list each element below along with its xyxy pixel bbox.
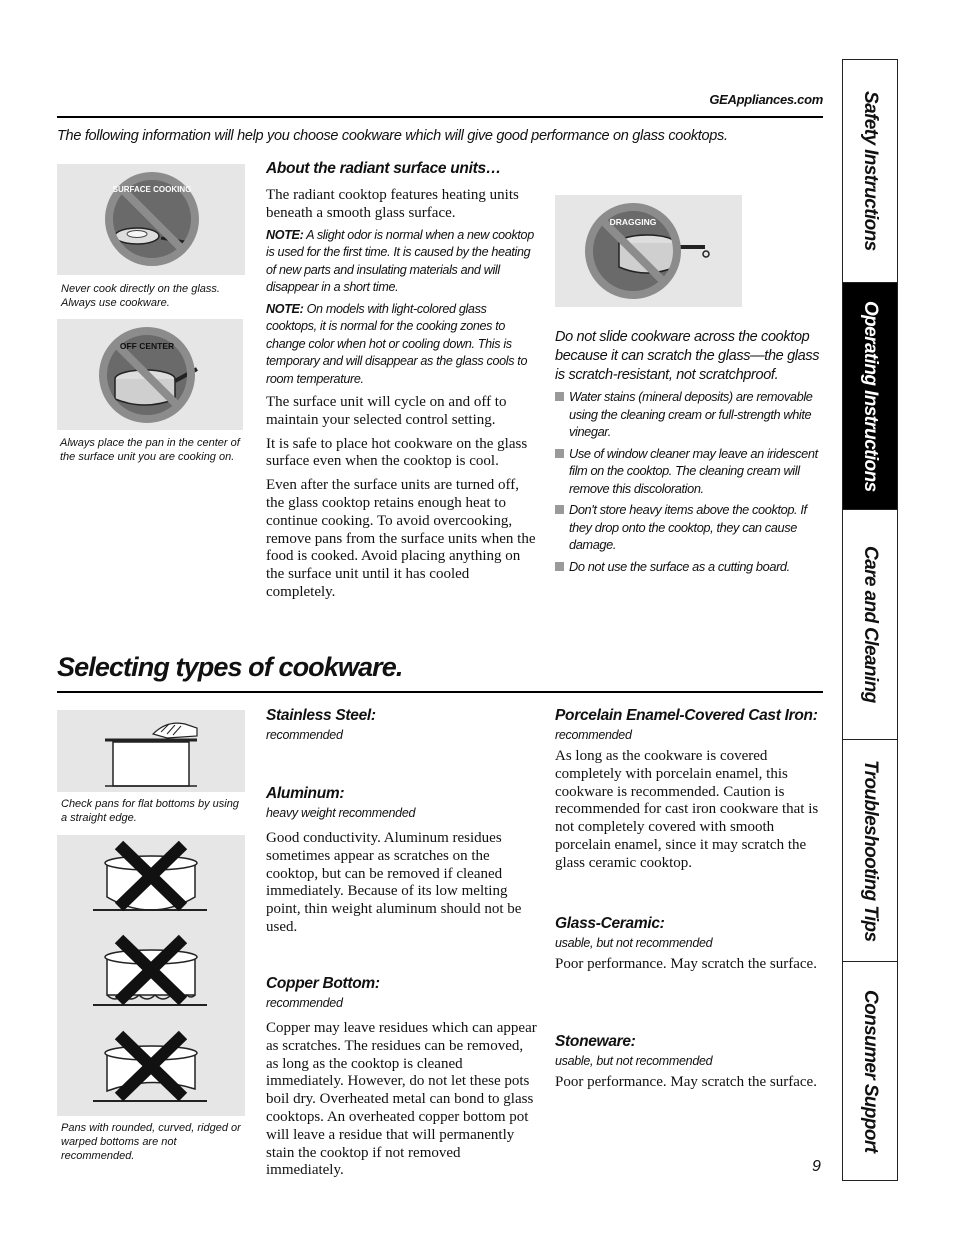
cookware-title: Glass-Ceramic:	[555, 915, 665, 932]
cookware-aluminum	[266, 785, 538, 937]
tab-care-and-cleaning[interactable]: Care and Cleaning	[843, 510, 897, 740]
surface-cooking-label: SURFACE COOKING	[112, 185, 192, 194]
tab-troubleshooting-tips[interactable]: Troubleshooting Tips	[843, 740, 897, 962]
cookware-rating: recommended	[266, 996, 343, 1010]
caption-straight-edge: Check pans for flat bottoms by using a straight edge.	[61, 798, 239, 824]
site-url: GEAppliances.com	[709, 92, 823, 107]
rounded-bottom-pan-icon	[93, 845, 207, 910]
figure-dragging	[555, 195, 742, 307]
section-title: Selecting types of cookware.	[57, 652, 403, 682]
figure-bad-bottoms	[57, 835, 245, 1116]
cookware-title: Copper Bottom:	[266, 975, 380, 992]
radiant-para-2: The surface unit will cycle on and off to maintain your selected control setting.	[266, 394, 507, 428]
warped-bottom-pan-icon	[93, 1035, 207, 1101]
cookware-rating: usable, but not recommended	[555, 936, 713, 950]
caption-surface-cooking: Never cook directly on the glass. Always use cookware.	[61, 283, 220, 309]
cookware-text: Poor performance. May scratch the surface.	[555, 956, 817, 972]
cookware-rating: recommended	[266, 728, 343, 742]
list-item: Water stains (mineral deposits) are removable using the cleaning cream or full-strength white vinegar.	[555, 388, 825, 441]
page-number: 9	[812, 1158, 821, 1175]
radiant-note-1: NOTE: A slight odor is normal when a new cooktop is used for the first time. It is caused by the heating of new parts and insulating materials and will disappear in a short time.	[266, 227, 534, 295]
radiant-note-2: NOTE: On models with light-colored glass cooktops, it is normal for the cooking zones to change color when hot or cooling down. This is temporary and will disappear as the glass cools to room temperature.	[266, 301, 528, 386]
figure-surface-cooking	[57, 164, 245, 275]
figure-straight-edge	[57, 710, 245, 792]
list-item: Don't store heavy items above the cooktop. If they drop onto the cooktop, they can cause damage.	[555, 501, 825, 554]
off-center-label: OFF CENTER	[119, 341, 175, 351]
cookware-porcelain	[555, 707, 827, 873]
list-item: Use of window cleaner may leave an iridescent film on the cooktop. The cleaning cream will remove this discoloration.	[555, 445, 825, 498]
straight-edge-pan-icon	[57, 710, 245, 792]
cookware-title: Stainless Steel:	[266, 707, 376, 724]
section-sidebar	[842, 59, 898, 1181]
dragging-label: DRAGGING	[609, 217, 657, 227]
caption-off-center: Always place the pan in the center of the surface unit you are cooking on.	[60, 437, 240, 463]
no-dragging-icon	[555, 195, 742, 307]
cookware-stainless	[266, 707, 538, 742]
list-item: Do not use the surface as a cutting board.	[555, 558, 825, 576]
no-cooking-on-glass-icon	[57, 164, 245, 275]
warning-list	[555, 388, 825, 575]
no-off-center-pan-icon	[57, 319, 243, 430]
square-bullet-icon	[555, 449, 564, 458]
top-rule	[57, 116, 823, 118]
intro-text: The following information will help you choose cookware which will give good performance on glass cooktops.	[57, 128, 728, 144]
radiant-para-4: Even after the surface units are turned off, the glass cooktop retains enough heat to continue cooking. To avoid overcooking, remove pans from the surface units when the food is cooked. Avoid placing anything on the surface unit until it has cooled completely.	[266, 477, 536, 601]
cookware-text: Copper may leave residues which can appear as scratches. The residues can be removed, as long as the cooktop is cleaned immediately. However, do not let these pots boil dry. Overheated metal can bond to glass cooktops. An overheated copper bottom pot will leave a residue that will permanently stain the cooktop if not removed immediately.	[266, 1020, 537, 1179]
cookware-text: As long as the cookware is covered completely with porcelain enamel, this cookware is recommended. Caution is recommended for cast iron cookware that is not completely covered with smooth porcelain enamel, since it may scratch the glass ceramic cooktop.	[555, 748, 819, 871]
cookware-title: Porcelain Enamel-Covered Cast Iron:	[555, 707, 818, 724]
tab-operating-instructions[interactable]: Operating Instructions	[843, 283, 897, 510]
warnings-section	[555, 328, 825, 579]
section-rule	[57, 691, 823, 693]
tab-safety-instructions[interactable]: Safety Instructions	[843, 60, 897, 283]
cookware-glass-ceramic	[555, 915, 827, 974]
radiant-units-section	[266, 160, 538, 602]
square-bullet-icon	[555, 505, 564, 514]
cookware-copper	[266, 975, 538, 1180]
cookware-text: Good conductivity. Aluminum residues sometimes appear as scratches on the cooktop, but can be removed if cleaned immediately. Because of its low melting point, thin weight aluminum should not be used.	[266, 830, 522, 935]
cookware-title: Aluminum:	[266, 785, 345, 802]
cookware-rating: heavy weight recommended	[266, 806, 416, 820]
cookware-rating: recommended	[555, 728, 632, 742]
bad-bottoms-icon	[57, 835, 245, 1116]
warning-main: Do not slide cookware across the cooktop because it can scratch the glass—the glass is scratch-resistant, not scratchproof.	[555, 329, 820, 383]
figure-off-center	[57, 319, 243, 430]
cookware-stoneware	[555, 1033, 827, 1092]
square-bullet-icon	[555, 562, 564, 571]
radiant-heading: About the radiant surface units…	[266, 160, 501, 177]
caption-bad-bottoms: Pans with rounded, curved, ridged or warped bottoms are not recommended.	[61, 1122, 241, 1162]
cookware-rating: usable, but not recommended	[555, 1054, 713, 1068]
radiant-para-1: The radiant cooktop features heating units beneath a smooth glass surface.	[266, 187, 519, 221]
ridged-bottom-pan-icon	[93, 939, 207, 1005]
square-bullet-icon	[555, 392, 564, 401]
tab-consumer-support[interactable]: Consumer Support	[860, 989, 881, 1153]
cookware-title: Stoneware:	[555, 1033, 636, 1050]
cookware-text: Poor performance. May scratch the surface.	[555, 1074, 817, 1090]
radiant-para-3: It is safe to place hot cookware on the glass surface even when the cooktop is cool.	[266, 435, 528, 470]
